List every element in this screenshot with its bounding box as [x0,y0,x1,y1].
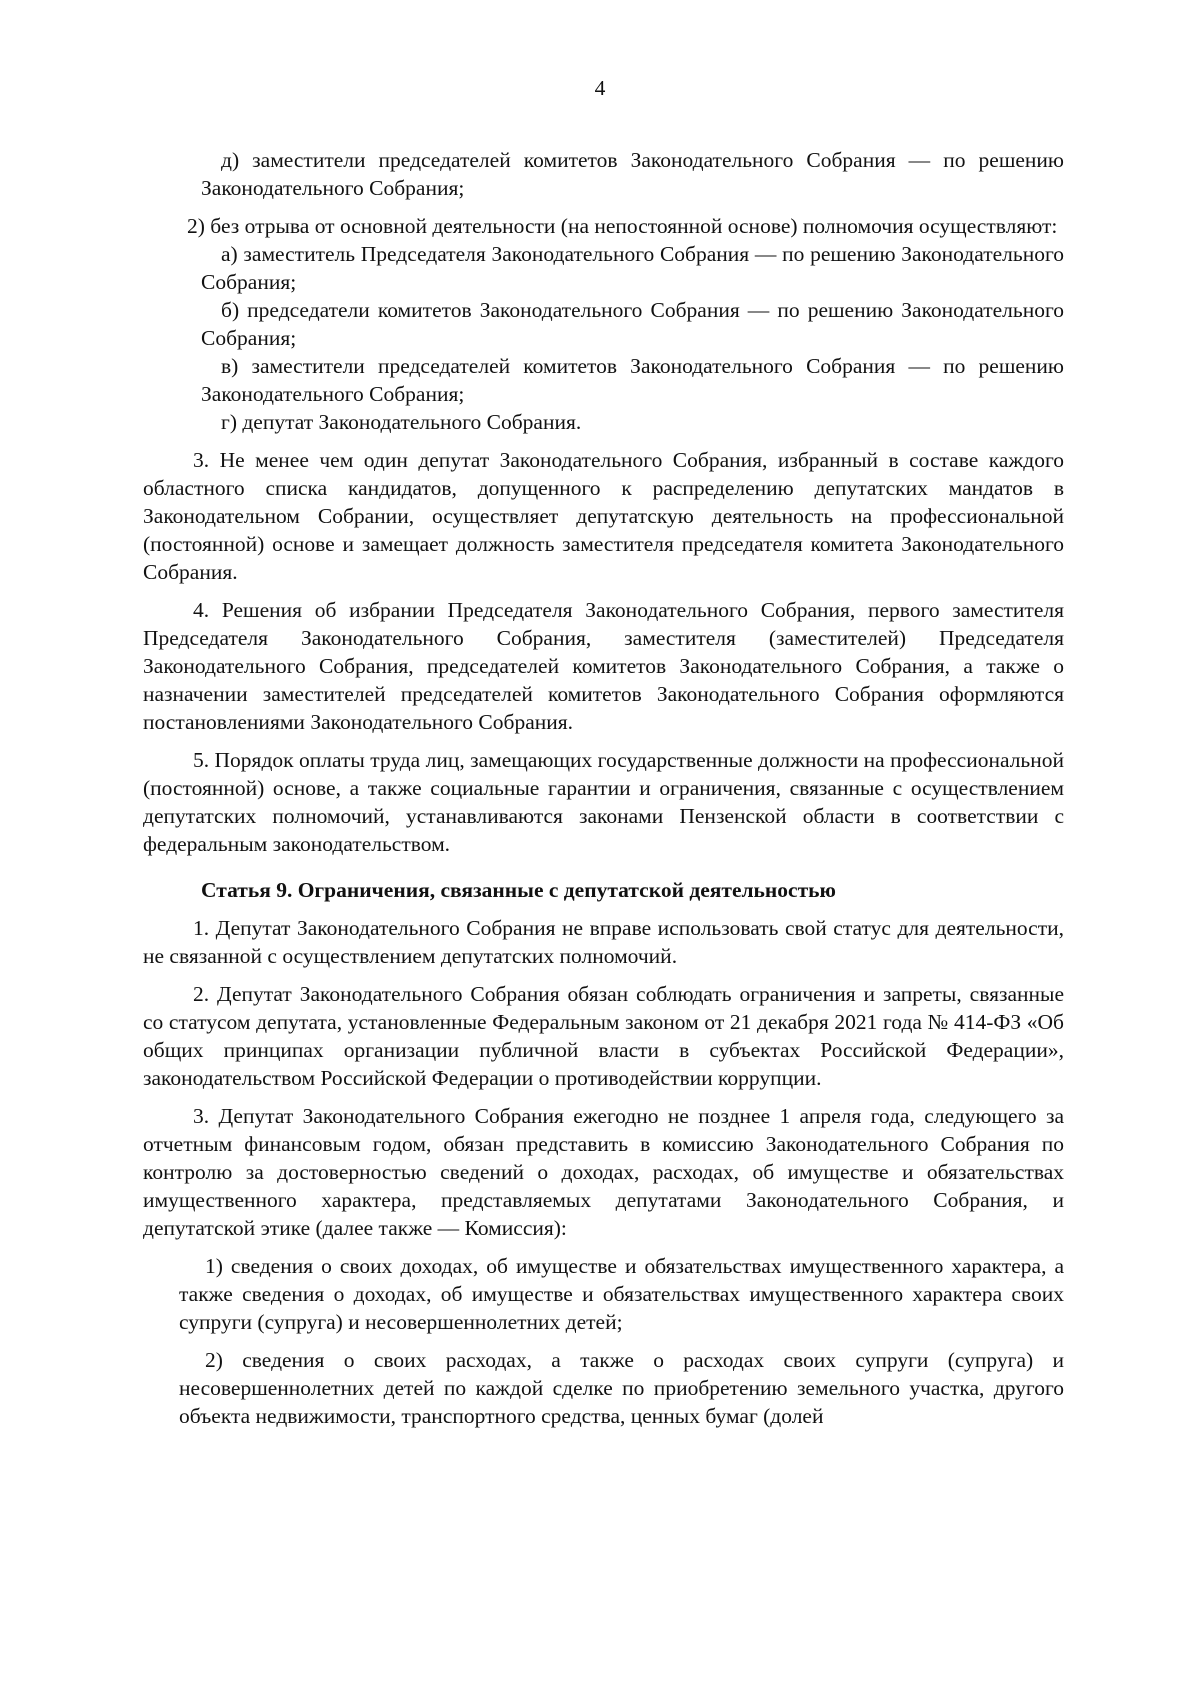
list-group-2 [143,240,1064,436]
article-9-paragraph-2: 2. Депутат Законодательного Собрания обязан соблюдать ограничения и запреты, связанные со статусом депутата, установленные Федеральным законом от 21 декабря 2021 года № 414-ФЗ «Об общих принципах организации публичной власти в субъектах Российской Федерации», законодательством Российской Федерации о противодействии коррупции. [143,982,1064,1090]
list-group-1 [143,146,1064,202]
list-item-2: 2) без отрыва от основной деятельности (на непостоянной основе) полномочия осуществляют: [187,214,1058,238]
article-9-list [179,1252,1064,1430]
article-9-list-item-1: 1) сведения о своих доходах, об имуществе и обязательствах имущественного характера, а также сведения о доходах, об имуществе и обязательствах имущественного характера своих супруги (супруга) и несовершеннолетних детей; [179,1254,1064,1334]
list-item-b: б) председатели комитетов Законодательного Собрания — по решению Законодательного Собрания; [201,298,1064,350]
article-9-paragraph-1: 1. Депутат Законодательного Собрания не вправе использовать свой статус для деятельности, не связанной с осуществлением депутатских полномочий. [143,916,1064,968]
paragraph-4: 4. Решения об избрании Председателя Законодательного Собрания, первого заместителя Председателя Законодательного Собрания, заместителя (заместителей) Председателя Законодательного Собрания, председателей комитетов Законодательного Собрания, а также о назначении заместителей председателей комитетов Законодательного Собрания оформляются постановлениями Законодательного Собрания. [143,598,1064,734]
article-9-paragraph-3: 3. Депутат Законодательного Собрания ежегодно не позднее 1 апреля года, следующего за отчетным финансовым годом, обязан представить в комиссию Законодательного Собрания по контролю за достоверностью сведений о доходах, расходах, об имуществе и обязательствах имущественного характера, представляемых депутатами Законодательного Собрания, и депутатской этике (далее также — Комиссия): [143,1104,1064,1240]
document-body [143,146,1064,1440]
article-heading: Статья 9. Ограничения, связанные с депутатской деятельностью [201,878,836,902]
page-number: 4 [594,76,606,100]
paragraph-3: 3. Не менее чем один депутат Законодательного Собрания, избранный в составе каждого областного списка кандидатов, допущенного к распределению депутатских мандатов в Законодательном Собрании, осуществляет депутатскую деятельность на профессиональной (постоянной) основе и замещает должность заместителя председателя комитета Законодательного Собрания. [143,448,1064,584]
list-item-v: в) заместители председателей комитетов Законодательного Собрания — по решению Законодательного Собрания; [201,354,1064,406]
list-item-2-container [179,212,1064,240]
article-9-list-item-2: 2) сведения о своих расходах, а также о расходах своих супруги (супруга) и несовершеннолетних детей по каждой сделке по приобретению земельного участка, другого объекта недвижимости, транспортного средства, ценных бумаг (долей [179,1348,1064,1428]
paragraph-5: 5. Порядок оплаты труда лиц, замещающих государственные должности на профессиональной (постоянной) основе, а также социальные гарантии и ограничения, связанные с осуществлением депутатских полномочий, устанавливаются законами Пензенской области в соответствии с федеральным законодательством. [143,748,1064,856]
list-item-g: г) депутат Законодательного Собрания. [221,410,582,434]
list-item-d: д) заместители председателей комитетов Законодательного Собрания — по решению Законодательного Собрания; [201,148,1064,200]
list-item-a: а) заместитель Председателя Законодательного Собрания — по решению Законодательного Собрания; [201,242,1064,294]
